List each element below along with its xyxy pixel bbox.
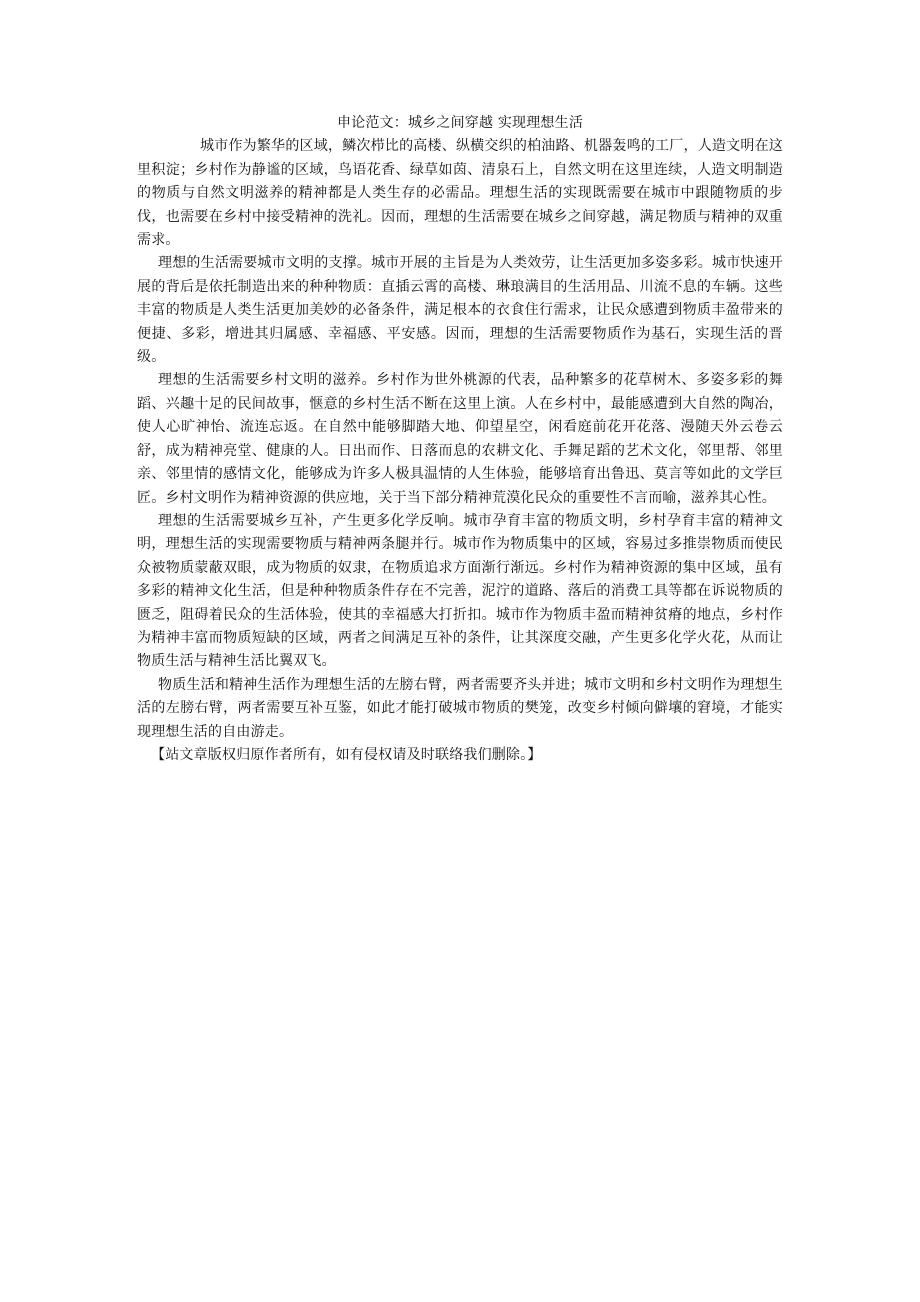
paragraph-conclusion: 物质生活和精神生活作为理想生活的左膀右臂，两者需要齐头并进；城市文明和乡村文明作为理想生活的左膀右臂，两者需要互补互鉴，如此才能打破城市物质的樊笼，改变乡村倾向僻壤的窘境，才能实现理想生活的自由游走。: [137, 676, 783, 740]
paragraph-city: 理想的生活需要城市文明的支撑。城市开展的主旨是为人类效劳，让生活更加多姿多彩。城市快速开展的背后是依托制造出来的种种物质：直插云霄的高楼、琳琅满目的生活用品、川流不息的车辆。这些丰富的物质是人类生活更加美妙的必备条件，满足根本的衣食住行需求，让民众感遭到物质丰盈带来的便捷、多彩，增进其归属感、幸福感、平安感。因而，理想的生活需要物质作为基石，实现生活的晋级。: [137, 255, 783, 366]
copyright-notice: 【站文章版权归原作者所有，如有侵权请及时联络我们删除。】: [151, 746, 542, 763]
document-title: 申论范文：城乡之间穿越 实现理想生活: [336, 115, 584, 131]
document-body: [137, 112, 783, 767]
paragraph-complement: 理想的生活需要城乡互补，产生更多化学反响。城市孕育丰富的物质文明，乡村孕育丰富的精神文明，理想生活的实现需要物质与精神两条腿并行。城市作为物质集中的区域，容易过多推崇物质而使民众被物质蒙蔽双眼，成为物质的奴隶，在物质追求方面渐行渐远。乡村作为精神资源的集中区域，虽有多彩的精神文化生活，但是种种物质条件存在不完善，泥泞的道路、落后的消费工具等都在诉说物质的匮乏，阻碍着民众的生活体验，使其的幸福感大打折扣。城市作为物质丰盈而精神贫瘠的地点，乡村作为精神丰富而物质短缺的区域，两者之间满足互补的条件，让其深度交融，产生更多化学火花，从而让物质生活与精神生活比翼双飞。: [137, 512, 783, 670]
paragraph-intro: 城市作为繁华的区域，鳞次栉比的高楼、纵横交织的柏油路、机器轰鸣的工厂，人造文明在这里积淀；乡村作为静谧的区域，鸟语花香、绿草如茵、清泉石上，自然文明在这里连续，人造文明制造的物质与自然文明滋养的精神都是人类生存的必需品。理想生活的实现既需要在城市中跟随物质的步伐，也需要在乡村中接受精神的洗礼。因而，理想的生活需要在城乡之间穿越，满足物质与精神的双重需求。: [137, 138, 783, 249]
paragraph-village: 理想的生活需要乡村文明的滋养。乡村作为世外桃源的代表，品种繁多的花草树木、多姿多彩的舞蹈、兴趣十足的民间故事，惬意的乡村生活不断在这里上演。人在乡村中，最能感遭到大自然的陶冶，使人心旷神怡、流连忘返。在自然中能够脚踏大地、仰望星空，闲看庭前花开花落、漫随天外云卷云舒，成为精神亮堂、健康的人。日出而作、日落而息的农耕文化、手舞足蹈的艺术文化，邻里帮、邻里亲、邻里情的感情文化，能够成为许多人极具温情的人生体验，能够培育出鲁迅、莫言等如此的文学巨匠。乡村文明作为精神资源的供应地，关于当下部分精神荒漠化民众的重要性不言而喻，滋养其心性。: [137, 372, 783, 506]
